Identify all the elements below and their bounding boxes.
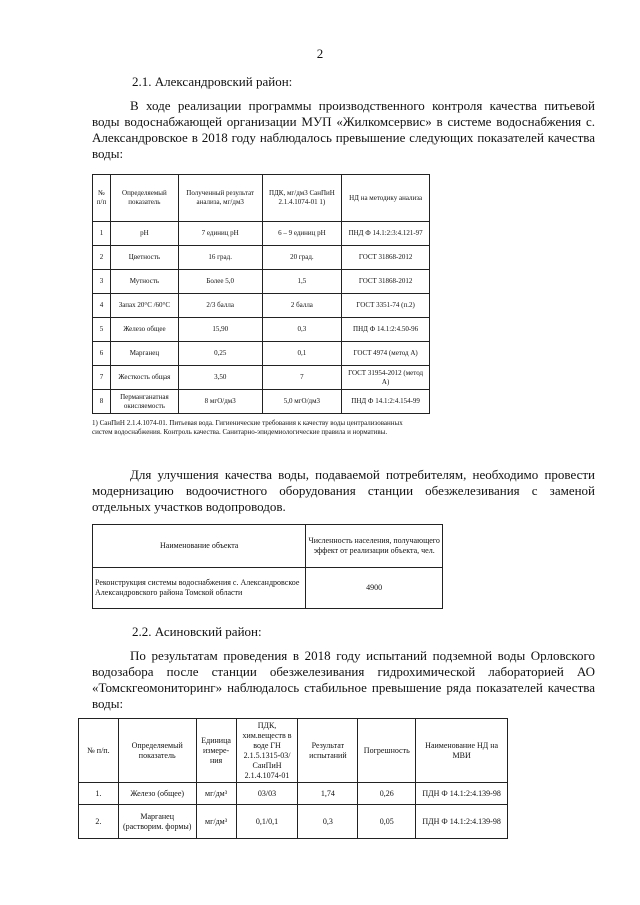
column-header: ПДК, хим.веществ в воде ГН 2.1.5.1315-03/СанПиН 2.1.4.1074-01 xyxy=(236,719,298,783)
table-footnote: 1) СанПиН 2.1.4.1074-01. Питьевая вода. Гигиенические требования к качеству воды централизованных систем водоснабжения. Контроль качества. Санитарно-эпидемиологические правила и нормативы. xyxy=(92,419,403,436)
column-header: Наименование объекта xyxy=(93,525,306,568)
table-cell: 1. xyxy=(79,783,119,805)
table-cell: 0,25 xyxy=(178,342,262,366)
table-row xyxy=(93,342,430,366)
table-cell: 5 xyxy=(93,318,111,342)
table-cell: ГОСТ 31954-2012 (метод А) xyxy=(342,366,430,390)
table-cell: Мутность xyxy=(110,270,178,294)
table-cell: 16 град. xyxy=(178,246,262,270)
table-cell: 1 xyxy=(93,222,111,246)
table-cell: Жесткость общая xyxy=(110,366,178,390)
table-row xyxy=(79,805,508,839)
table-cell: 0,1/0,1 xyxy=(236,805,298,839)
table-row xyxy=(93,222,430,246)
section1-intro xyxy=(92,98,595,162)
table-cell: 0,1 xyxy=(262,342,342,366)
table-row xyxy=(93,366,430,390)
table-cell: 6 xyxy=(93,342,111,366)
table-cell: 8 xyxy=(93,390,111,414)
table-cell: 2 балла xyxy=(262,294,342,318)
table-cell: 03/03 xyxy=(236,783,298,805)
table-row xyxy=(93,390,430,414)
table-row xyxy=(93,318,430,342)
table-cell: ГОСТ 31868-2012 xyxy=(342,270,430,294)
table-row xyxy=(93,294,430,318)
table-cell: Железо (общее) xyxy=(118,783,196,805)
page-number: 2 xyxy=(316,46,324,61)
column-header: Полученный результат анализа, мг/дм3 xyxy=(178,175,262,222)
table-cell: ПНД Ф 14.1:2:4.154-99 xyxy=(342,390,430,414)
table-row xyxy=(93,246,430,270)
paragraph-modernization-text: Для улучшения качества воды, подаваемой потребителям, необходимо провести модернизацию водоочистного оборудования станции обезжелезивания с заменой отдельных участков водопроводов. xyxy=(92,467,595,514)
table-cell: 3 xyxy=(93,270,111,294)
table-cell: ПДН Ф 14.1:2:4.139-98 xyxy=(416,805,508,839)
table-cell: ПНД Ф 14.1:2:4.50-96 xyxy=(342,318,430,342)
column-header: Численность населения, получающего эффект от реализации объекта, чел. xyxy=(306,525,443,568)
section-heading-asinovsky: 2.2. Асиновский район: xyxy=(132,624,262,639)
table-cell: ГОСТ 4974 (метод А) xyxy=(342,342,430,366)
column-header: Наименование НД на МВИ xyxy=(416,719,508,783)
table-cell: 1,74 xyxy=(298,783,358,805)
table-cell: 6 – 9 единиц рН xyxy=(262,222,342,246)
table-row xyxy=(93,568,443,609)
table-header-row xyxy=(79,719,508,783)
table-cell: мг/дм³ xyxy=(196,783,236,805)
table-header-row xyxy=(93,175,430,222)
column-header: Определяемый показатель xyxy=(118,719,196,783)
column-header: Единица измере-ния xyxy=(196,719,236,783)
table-cell: Марганец xyxy=(110,342,178,366)
asino-water-table xyxy=(78,718,508,839)
table-cell: 4900 xyxy=(306,568,443,609)
table-cell: Реконструкция системы водоснабжения с. Александровское Александровского района Томской области xyxy=(93,568,306,609)
table-header-row xyxy=(93,525,443,568)
table-cell: 1,5 xyxy=(262,270,342,294)
table-cell: ПДН Ф 14.1:2:4.139-98 xyxy=(416,783,508,805)
table-cell: ПНД Ф 14.1:2:3:4.121-97 xyxy=(342,222,430,246)
table-cell: Цветность xyxy=(110,246,178,270)
table-cell: 2. xyxy=(79,805,119,839)
table-row xyxy=(93,270,430,294)
table-cell: 7 xyxy=(93,366,111,390)
table-cell: 0,05 xyxy=(358,805,416,839)
column-header: № п/п xyxy=(93,175,111,222)
column-header: № п/п. xyxy=(79,719,119,783)
table-cell: Более 5,0 xyxy=(178,270,262,294)
paragraph-modernization xyxy=(92,467,595,515)
column-header: Определяемый показатель xyxy=(110,175,178,222)
section2-intro-text: По результатам проведения в 2018 году испытаний подземной воды Орловского водозабора после станции обезжелезивания гидрохимической лабораторией АО «Томскгеомониторинг» наблюдалось стабильное превышение ряда показателей качества воды: xyxy=(92,648,595,711)
table-row xyxy=(79,783,508,805)
table-cell: Железо общее xyxy=(110,318,178,342)
table-cell: 0,26 xyxy=(358,783,416,805)
column-header: НД на методику анализа xyxy=(342,175,430,222)
table-cell: Марганец (растворим. формы) xyxy=(118,805,196,839)
table-cell: 2 xyxy=(93,246,111,270)
column-header: Погрешность xyxy=(358,719,416,783)
table-cell: 20 град. xyxy=(262,246,342,270)
section2-intro xyxy=(92,648,595,712)
section-heading-aleksandrovsky: 2.1. Александровский район: xyxy=(132,74,293,89)
section1-intro-text: В ходе реализации программы производственного контроля качества питьевой воды водоснабжающей организации МУП «Жилкомсервис» в системе водоснабжения с. Александровское в 2018 году наблюдалось превышение следующих показателей качества воды: xyxy=(92,98,595,161)
table-cell: pH xyxy=(110,222,178,246)
table-cell: 3,50 xyxy=(178,366,262,390)
table-cell: ГОСТ 31868-2012 xyxy=(342,246,430,270)
column-header: Результат испытаний xyxy=(298,719,358,783)
table-cell: Перманганатная окисляемость xyxy=(110,390,178,414)
table-cell: 5,0 мгО/дм3 xyxy=(262,390,342,414)
table-cell: 0,3 xyxy=(262,318,342,342)
table-cell: ГОСТ 3351-74 (п.2) xyxy=(342,294,430,318)
table-cell: 8 мгО/дм3 xyxy=(178,390,262,414)
table-cell: Запах 20°С /60°С xyxy=(110,294,178,318)
table-cell: 4 xyxy=(93,294,111,318)
project-table xyxy=(92,524,443,609)
table-cell: мг/дм³ xyxy=(196,805,236,839)
water-quality-table xyxy=(92,174,430,414)
table-cell: 7 xyxy=(262,366,342,390)
table-cell: 7 единиц рН xyxy=(178,222,262,246)
column-header: ПДК, мг/дм3 СанПиН 2.1.4.1074-01 1) xyxy=(262,175,342,222)
table-cell: 15,90 xyxy=(178,318,262,342)
table-cell: 2/3 балла xyxy=(178,294,262,318)
table-cell: 0,3 xyxy=(298,805,358,839)
